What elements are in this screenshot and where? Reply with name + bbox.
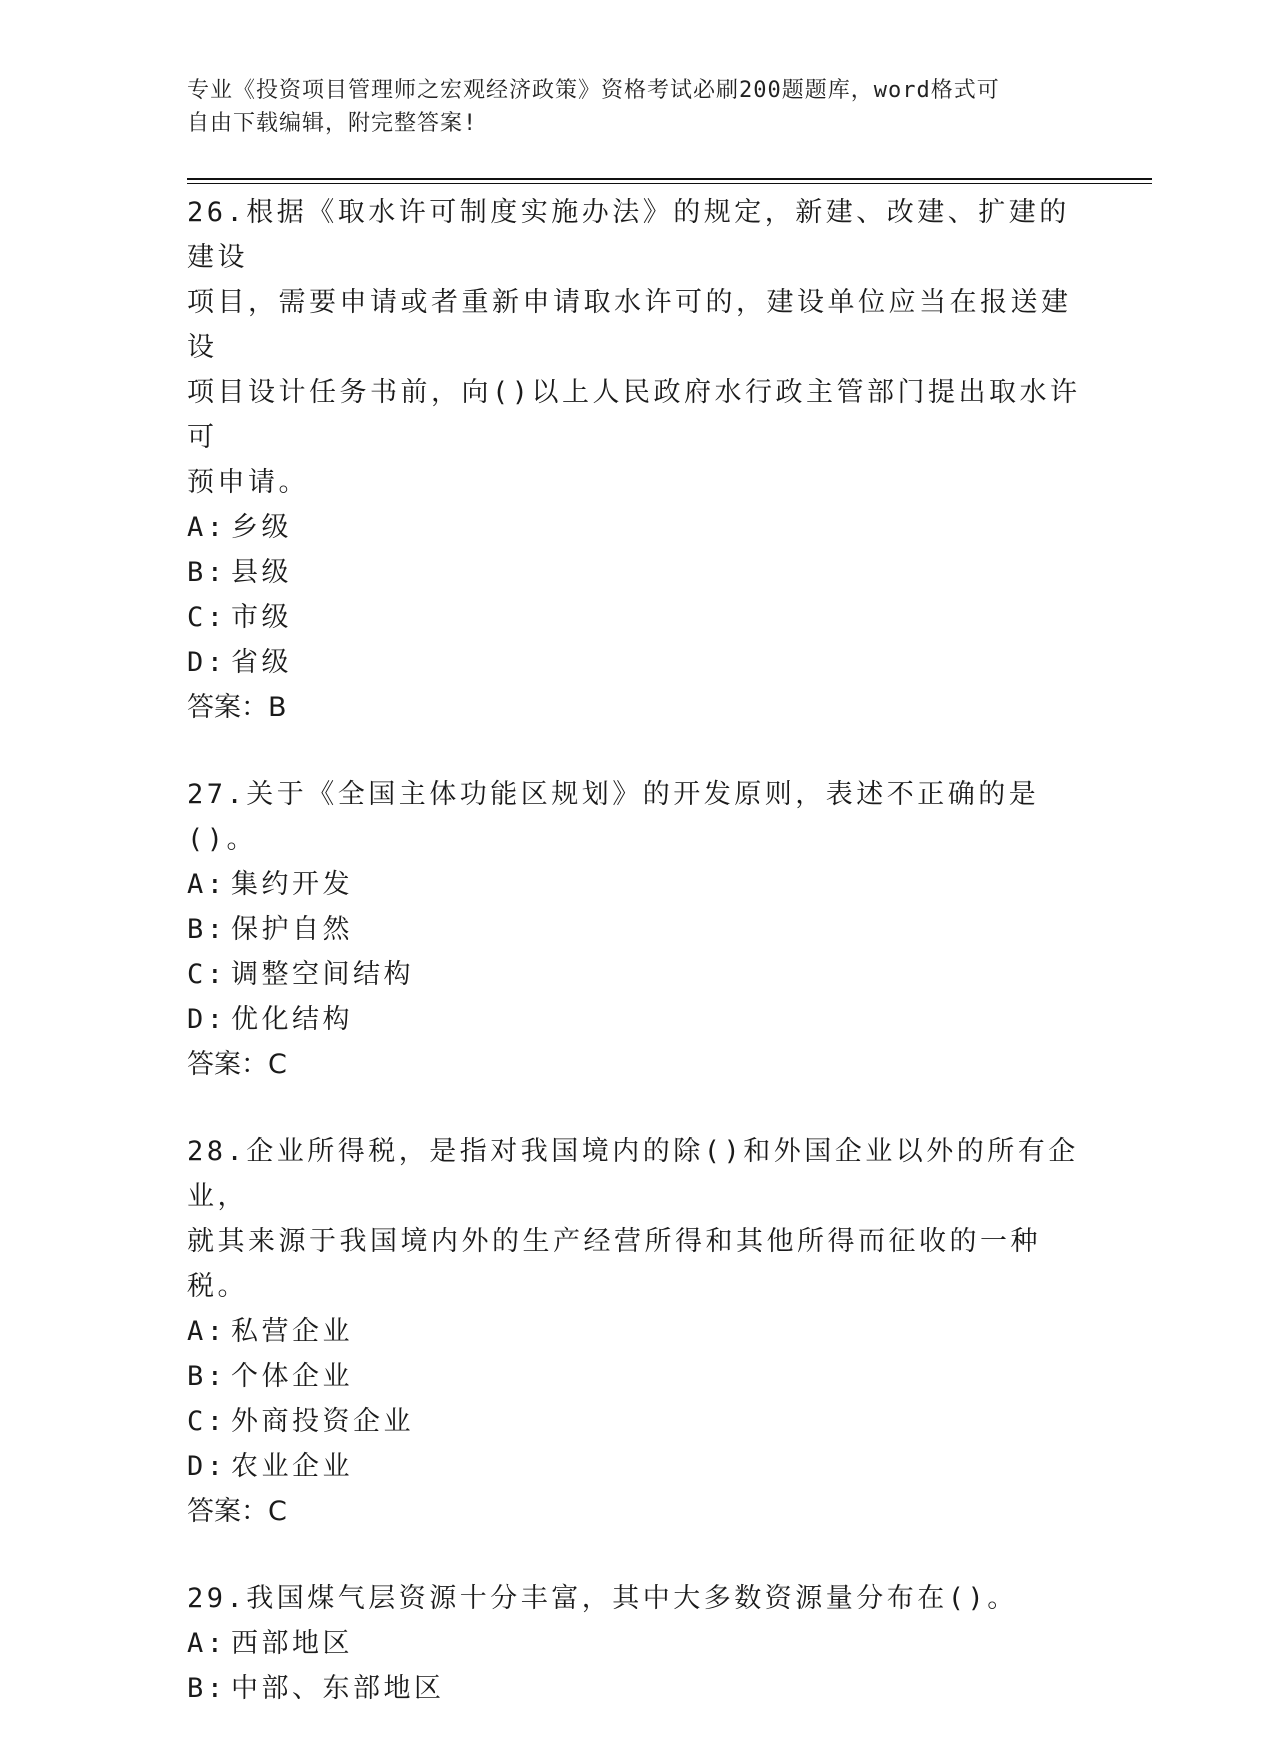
question-28 <box>187 1129 1087 1534</box>
question-stem: 26.根据《取水许可制度实施办法》的规定，新建、改建、扩建的建设 项目，需要申请或者重新申请取水许可的，建设单位应当在报送建设 项目设计任务书前，向()以上人民政府水行政主管部门提出取水许可 预申请。 <box>187 197 1081 498</box>
question-stem: 27.关于《全国主体功能区规划》的开发原则，表述不正确的是()。 <box>187 779 1040 855</box>
option-letter: A: <box>187 869 227 900</box>
header-divider-thick <box>187 178 1152 180</box>
option-letter: C: <box>187 1406 227 1437</box>
option-b <box>187 550 1087 595</box>
option-d <box>187 997 1087 1042</box>
header-divider-thin <box>187 183 1152 184</box>
option-c <box>187 1399 1087 1444</box>
option-letter: B: <box>187 557 227 588</box>
option-letter: D: <box>187 647 227 678</box>
option-letter: C: <box>187 959 227 990</box>
option-text: 私营企业 <box>231 1316 353 1347</box>
option-b <box>187 1354 1087 1399</box>
option-letter: C: <box>187 602 227 633</box>
option-text: 保护自然 <box>231 914 353 945</box>
option-letter: D: <box>187 1451 227 1482</box>
answer-line: 答案：B <box>187 692 287 723</box>
question-list <box>187 190 1087 1753</box>
option-text: 省级 <box>231 647 292 678</box>
option-letter: B: <box>187 1673 227 1704</box>
option-d <box>187 1444 1087 1489</box>
option-text: 个体企业 <box>231 1361 353 1392</box>
option-text: 市级 <box>231 602 292 633</box>
header-line-2: 自由下载编辑，附完整答案! <box>187 111 478 136</box>
question-29 <box>187 1576 1087 1711</box>
option-text: 乡级 <box>231 512 292 543</box>
option-d <box>187 640 1087 685</box>
option-text: 西部地区 <box>231 1628 353 1659</box>
option-a <box>187 862 1087 907</box>
answer-line: 答案：C <box>187 1496 287 1527</box>
question-stem: 28.企业所得税，是指对我国境内的除()和外国企业以外的所有企业， 就其来源于我国境内外的生产经营所得和其他所得而征收的一种税。 <box>187 1136 1079 1302</box>
option-letter: A: <box>187 1316 227 1347</box>
option-text: 中部、东部地区 <box>231 1673 445 1704</box>
option-b <box>187 907 1087 952</box>
option-text: 农业企业 <box>231 1451 353 1482</box>
question-26 <box>187 190 1087 730</box>
question-stem: 29.我国煤气层资源十分丰富，其中大多数资源量分布在()。 <box>187 1583 1018 1614</box>
answer-line: 答案：C <box>187 1049 287 1080</box>
option-letter: A: <box>187 1628 227 1659</box>
option-text: 集约开发 <box>231 869 353 900</box>
header-line-1: 专业《投资项目管理师之宏观经济政策》资格考试必刷200题题库，word格式可 <box>187 78 1000 103</box>
question-27 <box>187 772 1087 1087</box>
option-c <box>187 952 1087 997</box>
option-letter: B: <box>187 1361 227 1392</box>
option-letter: A: <box>187 512 227 543</box>
option-a <box>187 1309 1087 1354</box>
option-a <box>187 1621 1087 1666</box>
option-text: 调整空间结构 <box>231 959 414 990</box>
option-c <box>187 595 1087 640</box>
option-a <box>187 505 1087 550</box>
option-b <box>187 1666 1087 1711</box>
option-text: 优化结构 <box>231 1004 353 1035</box>
option-text: 外商投资企业 <box>231 1406 414 1437</box>
document-header <box>187 74 1067 140</box>
option-text: 县级 <box>231 557 292 588</box>
option-letter: B: <box>187 914 227 945</box>
option-letter: D: <box>187 1004 227 1035</box>
